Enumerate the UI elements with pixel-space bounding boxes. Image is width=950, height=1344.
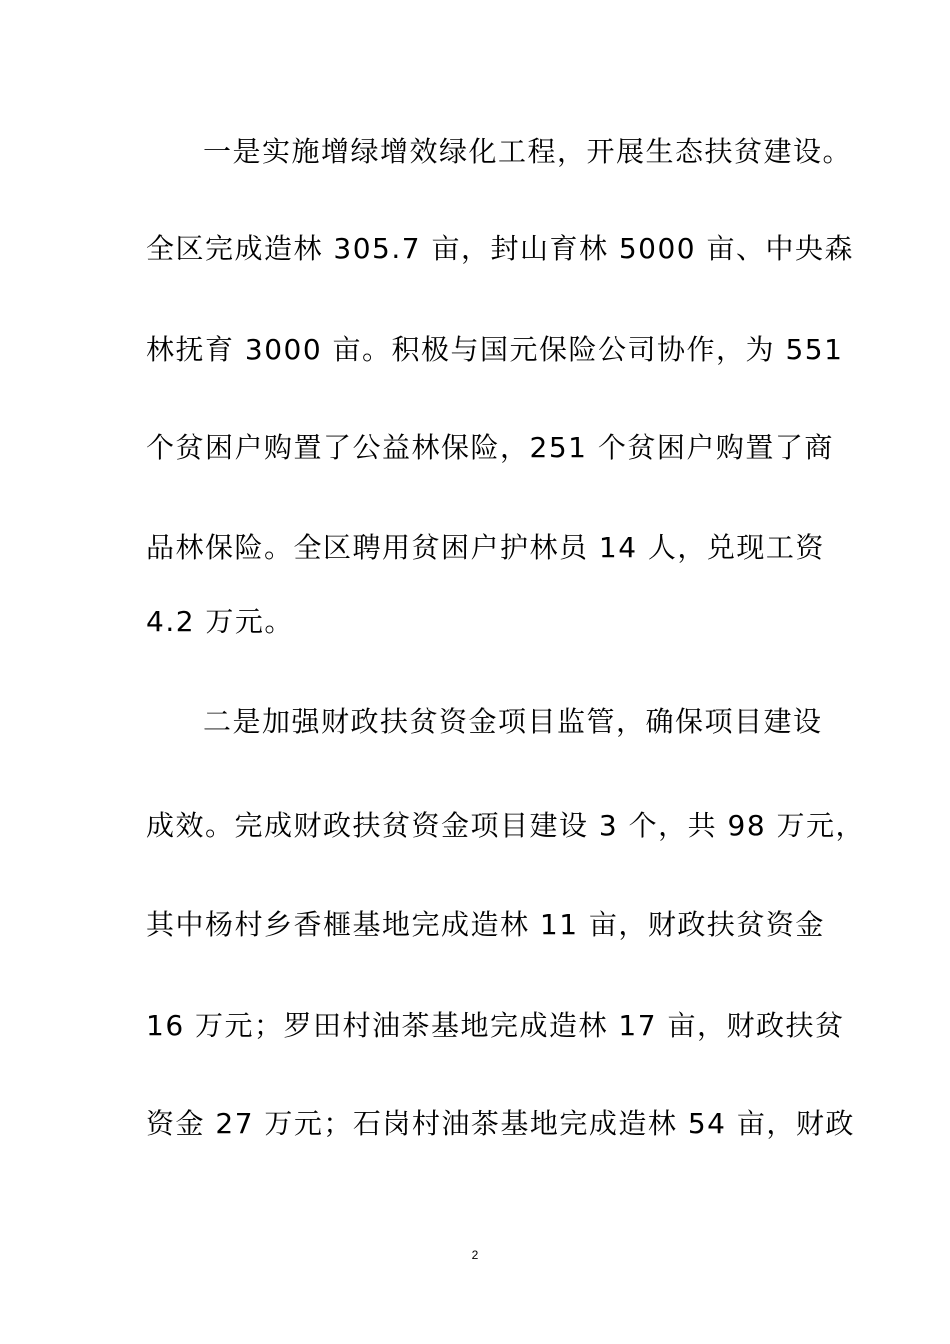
paragraph-1-line-4: 个贫困户购置了公益林保险，251 个贫困户购置了商: [146, 431, 834, 464]
paragraph-1-line-6: 4.2 万元。: [146, 605, 294, 638]
paragraph-1-line-1: 一是实施增绿增效绿化工程，开展生态扶贫建设。: [203, 135, 853, 168]
paragraph-1-line-2: 全区完成造林 305.7 亩，封山育林 5000 亩、中央森: [146, 232, 855, 265]
paragraph-2-line-5: 资金 27 万元；石岗村油茶基地完成造林 54 亩，财政: [146, 1107, 855, 1140]
paragraph-2-line-4: 16 万元；罗田村油茶基地完成造林 17 亩，财政扶贫: [146, 1009, 845, 1042]
paragraph-1-line-3: 林抚育 3000 亩。积极与国元保险公司协作，为 551: [146, 333, 844, 366]
paragraph-2-line-2: 成效。完成财政扶贫资金项目建设 3 个，共 98 万元，: [146, 809, 866, 842]
paragraph-1-line-5: 品林保险。全区聘用贫困户护林员 14 人，兑现工资: [146, 531, 825, 564]
paragraph-2-line-3: 其中杨村乡香榧基地完成造林 11 亩，财政扶贫资金: [146, 908, 825, 941]
page-number: 2: [471, 1248, 479, 1262]
paragraph-2-line-1: 二是加强财政扶贫资金项目监管，确保项目建设: [203, 705, 823, 738]
